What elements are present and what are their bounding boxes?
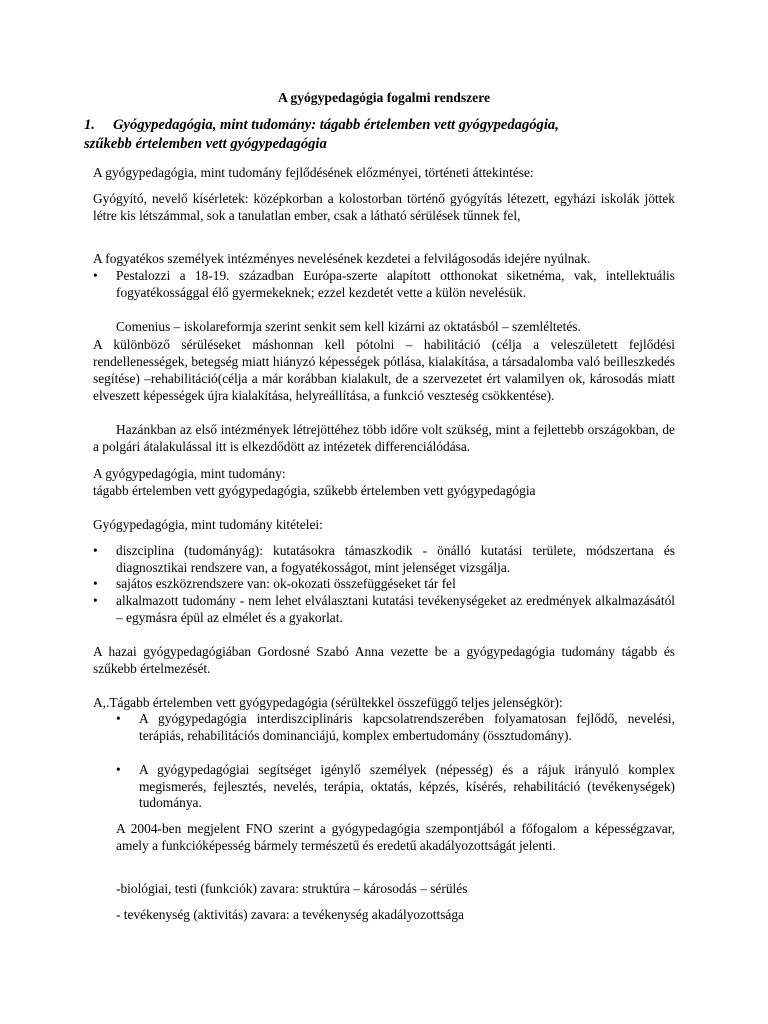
section-title-2: szűkebb értelemben vett gyógypedagógia [84, 136, 327, 152]
paragraph-intro: A gyógypedagógia, mint tudomány fejlődésének előzményei, történeti áttekintése: [93, 165, 534, 180]
list-item-broad [116, 711, 675, 744]
bullet: • [93, 593, 98, 608]
list-item-text: diszciplina (tudományág): kutatásokra támaszkodik - önálló kutatási területe, módszertana és diagnosztikai rendszere van, a fogyatékosságot, mint jelenséget vizsgálja. [116, 543, 675, 575]
list-item-text: Pestalozzi a 18-19. században Európa-szerte alapított otthonokat siketnéma, vak, intellektuális fogyatékossággal élő gyermekeknek; ezzel kezdetét vette a külön nevelésük. [116, 268, 675, 300]
paragraph-healing: Gyógyító, nevelő kísérletek: középkorban a kolostorban történő gyógyítás létezett, egyházi iskolák jöttek létre kis létszámmal, sok a tanulatlan ember, csak a látható sérülések tűnnek fel, [93, 191, 675, 223]
list-item-pestalozzi [93, 268, 675, 301]
list-item-condition [93, 593, 675, 626]
conditions-title: Gyógypedagógia, mint tudomány kitételei: [93, 517, 323, 532]
paragraph-comenius: Comenius – iskolareformja szerint senkit sem kell kizárni az oktatásból – szemléltetés. [116, 319, 581, 334]
section-heading [84, 116, 684, 154]
bullet: • [93, 268, 98, 283]
list-item-text: A gyógypedagógiai segítséget igénylő személyek (népesség) és a rájuk irányuló komplex megismerés, fejlesztés, nevelés, terápia, oktatás, képzés, kísérés, rehabilitáció (tevékenységek) tudománya. [139, 762, 675, 810]
bullet: • [93, 543, 98, 558]
list-item-text: alkalmazott tudomány - nem lehet elválasztani kutatási tevékenységeket az eredmények alkalmazásától – egymásra épül az elmélet és a gyakorlat. [116, 593, 675, 625]
list-item-text: sajátos eszközrendszere van: ok-okozati összefüggéseket tár fel [116, 576, 456, 591]
list-item-text: A gyógypedagógia interdiszciplináris kapcsolatrendszerében folyamatosan fejlődő, nevelési, terápiás, rehabilitációs dominanciájú, komplex embertudomány (össztudomány). [139, 711, 675, 743]
paragraph-as-science-1: A gyógypedagógia, mint tudomány: [93, 466, 286, 481]
section-title-1: Gyógypedagógia, mint tudomány: tágabb értelemben vett gyógypedagógia, [113, 117, 559, 133]
paragraph-activity: - tevékenység (aktivitás) zavara: a tevékenység akadályozottsága [116, 907, 464, 922]
bullet: • [116, 762, 121, 777]
list-item-condition [93, 576, 675, 593]
bullet: • [116, 711, 121, 726]
list-item-broad [116, 762, 675, 812]
paragraph-biological: -biológiai, testi (funkciók) zavara: struktúra – károsodás – sérülés [116, 881, 468, 896]
bullet: • [93, 576, 98, 591]
list-item-condition [93, 543, 675, 576]
paragraph-gordosne: A hazai gyógypedagógiában Gordosné Szabó Anna vezette be a gyógypedagógia tudomány tágabb és szűkebb értelmezését. [93, 644, 675, 676]
paragraph-fno: A 2004-ben megjelent FNO szerint a gyógypedagógia szempontjából a főfogalom a képességzavar, amely a funkcióképesség bármely természetű és eredetű akadályozottságát jelenti. [116, 821, 675, 853]
section-number: 1. [84, 117, 95, 133]
section-heading-line-1 [84, 116, 684, 135]
paragraph-injuries: A különböző sérüléseket máshonnan kell pótolni – habilitáció (célja a veleszületett fejlődési rendellenességek, betegség miatt hiányzó képességek pótlása, kialakítása, a társadalomba való beilleszkedés segítése) –rehabilitáció(célja a már korábban kialakult, de a szervezetet ért valamilyen ok, károsodás miatt elveszett képességek újra kialakítása, helyreállítása, a funkció veszteség csökkentése). [93, 337, 675, 403]
paragraph-institutional: A fogyatékos személyek intézményes nevelésének kezdetei a felvilágosodás idejére nyúlnak. [93, 251, 591, 266]
broad-title: A,.Tágabb értelemben vett gyógypedagógia (sérültekkel összefüggő teljes jelenségkör): [93, 695, 563, 710]
paragraph-as-science-2: tágabb értelemben vett gyógypedagógia, szűkebb értelemben vett gyógypedagógia [93, 483, 536, 498]
paragraph-hungary: Hazánkban az első intézmények létrejöttéhez több időre volt szükség, mint a fejlettebb országokban, de a polgári átalakulással itt is elkezdődött az intézetek differenciálódása. [93, 422, 675, 454]
page-title: A gyógypedagógia fogalmi rendszere [277, 90, 491, 105]
